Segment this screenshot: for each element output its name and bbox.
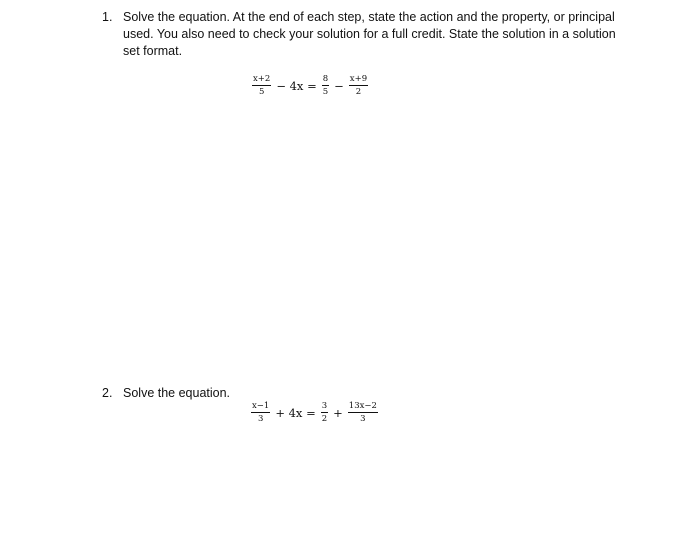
eq1-op2: − bbox=[334, 78, 344, 93]
eq2-rhs-fraction-2 bbox=[348, 401, 378, 424]
eq2-rhs2-denominator: 3 bbox=[360, 414, 366, 424]
equation-1 bbox=[250, 74, 370, 97]
eq1-rhs-fraction-2 bbox=[349, 74, 368, 97]
eq1-rhs1-numerator: 8 bbox=[322, 74, 329, 84]
eq2-op1: + 4x = bbox=[275, 405, 316, 420]
eq2-op2: + bbox=[333, 405, 343, 420]
eq1-lhs-numerator: x+2 bbox=[253, 74, 271, 84]
eq2-lhs-denominator: 3 bbox=[257, 414, 264, 424]
eq1-rhs2-denominator: 2 bbox=[355, 87, 362, 97]
eq1-lhs-fraction bbox=[252, 74, 271, 97]
eq1-op1: − 4x = bbox=[276, 78, 317, 93]
question-1-text: Solve the equation. At the end of each step, state the action and the property, or principal used. You also need to check your solution for a full credit. State the solution in a solution set format. bbox=[123, 10, 616, 58]
eq2-rhs2-numerator: 13x−2 bbox=[348, 401, 377, 411]
eq2-rhs-fraction-1 bbox=[321, 401, 328, 424]
equation-2 bbox=[249, 401, 380, 424]
question-1-number: 1. bbox=[102, 10, 113, 24]
eq1-rhs1-denominator: 5 bbox=[322, 87, 329, 97]
question-2 bbox=[102, 385, 627, 402]
eq1-rhs2-numerator: x+9 bbox=[349, 74, 368, 84]
eq2-lhs-numerator: x−1 bbox=[252, 401, 270, 411]
eq1-rhs-fraction-1 bbox=[322, 74, 329, 97]
question-2-text: Solve the equation. bbox=[123, 386, 231, 400]
eq2-lhs-fraction bbox=[251, 401, 270, 424]
eq1-lhs-denominator: 5 bbox=[258, 87, 265, 97]
eq2-rhs1-numerator: 3 bbox=[321, 401, 328, 411]
question-1 bbox=[102, 9, 627, 60]
eq2-rhs1-denominator: 2 bbox=[321, 414, 328, 424]
question-2-number: 2. bbox=[102, 386, 113, 400]
